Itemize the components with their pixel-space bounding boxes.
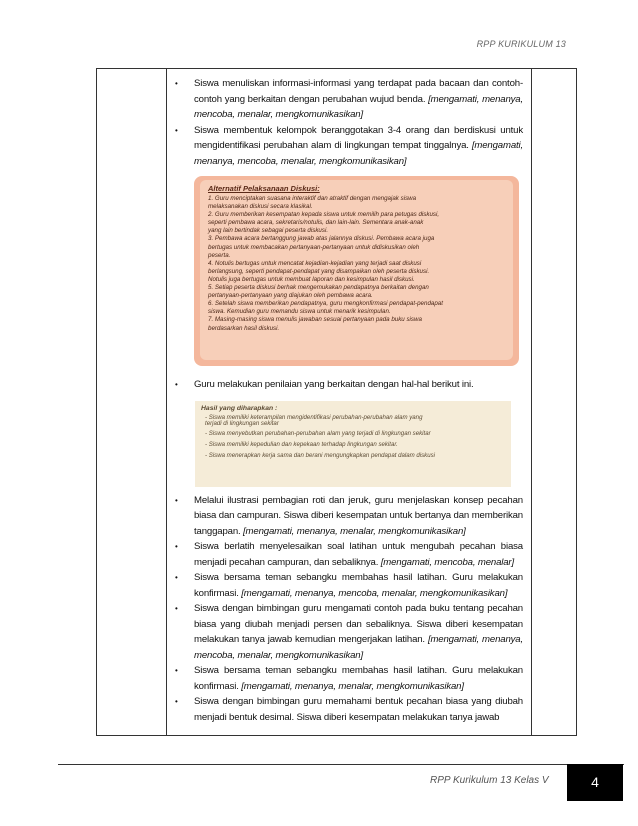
- discussion-image: [194, 176, 519, 366]
- discussion-line: 6. Setelah siswa memberikan pendapatnya, guru mengkonfirmasi pendapat-pendapat: [208, 300, 443, 308]
- item-keywords: [mengamati, menanya, mencoba, menalar, mengkomunikasikan]: [194, 93, 523, 120]
- item-text: Siswa bersama teman sebangku membahas hasil latihan. Guru melakukan konfirmasi.: [194, 572, 523, 599]
- discussion-line: 5. Setiap peserta diskusi berhak mengemukakan pendapatnya berkaitan dengan: [208, 284, 429, 292]
- bullet-icon: •: [175, 495, 178, 505]
- column-divider-right: [531, 69, 532, 735]
- bullet-icon: •: [175, 125, 178, 135]
- list-item: [173, 694, 523, 725]
- discussion-line: seperti pembawa acara, sekretaris/notulis, dan lain-lain. Sementara anak-anak: [208, 219, 424, 227]
- page-header: RPP KURIKULUM 13: [476, 39, 566, 49]
- item-text: Guru melakukan penilaian yang berkaitan dengan hal-hal berikut ini.: [194, 379, 474, 390]
- result-line: - Siswa memiliki keterampilan mengidentifikasi perubahan-perubahan alam yang: [205, 413, 423, 421]
- bullet-icon: •: [175, 604, 178, 613]
- item-keywords: [mengamati, mencoba, menalar]: [380, 556, 514, 568]
- bullet-icon: •: [175, 380, 178, 389]
- discussion-line: bertugas untuk membacakan pertanyaan-pertanyaan untuk didiskusikan oleh: [208, 243, 420, 251]
- result-line: - Siswa menyebutkan perubahan-perubahan alam yang terjadi di lingkungan sekitar: [205, 429, 431, 437]
- discussion-line: Notulis juga bertugas untuk membuat laporan dan kesimpulan hasil diskusi.: [208, 275, 415, 283]
- discussion-line: 4. Notulis bertugas untuk mencatat kejadian-kejadian yang terjadi saat diskusi: [208, 259, 422, 267]
- discussion-line: 7. Masing-masing siswa menulis jawaban sesuai pertanyaan pada buku siswa: [208, 316, 422, 324]
- discussion-panel: [200, 180, 513, 360]
- item-text: Melalui ilustrasi pembagian roti dan jeruk, guru menjelaskan konsep pecahan biasa dan campuran. Siswa diberi kesempatan untuk bertanya dan memberikan tanggapan.: [194, 494, 523, 537]
- item-keywords: [mengamati, menanya, mencoba, menalar, mengkomunikasikan]: [241, 587, 508, 599]
- list-item: [173, 539, 523, 570]
- discussion-line: peserta.: [208, 251, 231, 259]
- discussion-line: melaksanakan diskusi secara klasikal.: [208, 203, 313, 211]
- bullet-icon: •: [175, 573, 178, 582]
- result-title: Hasil yang diharapkan :: [201, 404, 278, 412]
- list-item: [173, 601, 523, 663]
- item-text: Siswa membentuk kelompok beranggotakan 3-4 orang dan berdiskusi untuk mengidentifikasi perubahan alam di lingkungan tempat tinggalnya.: [194, 124, 523, 151]
- item-text: Siswa menuliskan informasi-informasi yang terdapat pada bacaan dan contoh-contoh yang berkaitan dengan perubahan wujud benda.: [194, 78, 523, 105]
- footer-divider: [58, 764, 624, 765]
- discussion-line: pertanyaan-pertanyaan yang diajukan oleh pembawa acara.: [208, 292, 373, 300]
- result-line: - Siswa menerapkan kerja sama dan berani mengungkapkan pendapat dalam diskusi: [205, 452, 436, 460]
- bullet-icon: •: [175, 666, 178, 675]
- list-item: [173, 663, 523, 694]
- bullet-icon: •: [175, 697, 178, 706]
- item-keywords: [mengamati, menanya, mencoba, menalar, mengkomunikasikan]: [194, 634, 523, 661]
- item-keywords: [mengamati, menanya, mencoba, menalar, mengkomunikasikan]: [194, 140, 524, 167]
- list-item: [173, 123, 523, 170]
- activity-list: [173, 76, 523, 725]
- discussion-line: 2. Guru memberikan kesempatan kepada siswa untuk memilih para petugas diskusi,: [208, 211, 440, 219]
- list-item: [173, 377, 523, 393]
- result-image: [195, 401, 511, 487]
- bullet-icon: •: [175, 542, 178, 551]
- lesson-table: [96, 68, 577, 736]
- list-item: [173, 570, 523, 601]
- page-number: 4: [567, 764, 623, 801]
- discussion-line: berdasarkan hasil diskusi.: [208, 324, 280, 332]
- discussion-line: 1. Guru menciptakan suasana interaktif dan atraktif dengan mengajak siswa: [208, 195, 417, 202]
- discussion-line: siswa. Kemudian guru memandu siswa untuk menarik kesimpulan.: [208, 308, 391, 316]
- result-line: terjadi di lingkungan sekitar: [205, 419, 279, 427]
- footer-title: RPP Kurikulum 13 Kelas V: [430, 775, 549, 786]
- bullet-icon: •: [175, 79, 178, 88]
- item-text: Siswa bersama teman sebangku membahas hasil latihan. Guru melakukan konfirmasi.: [194, 665, 523, 692]
- item-keywords: [mengamati, menanya, menalar, mengkomunikasikan]: [243, 525, 466, 537]
- item-text: Siswa berlatih menyelesaikan soal latihan untuk mengubah pecahan biasa menjadi pecahan campuran, dan sebaliknya.: [194, 541, 523, 568]
- list-item: [173, 76, 523, 123]
- item-keywords: [mengamati, menanya, menalar, mengkomunikasikan]: [241, 680, 464, 692]
- discussion-line: yang lain bertindak sebagai peserta diskusi.: [208, 227, 329, 235]
- list-item: [173, 493, 523, 540]
- column-divider-left: [166, 69, 167, 735]
- discussion-line: 3. Pembawa acara bertanggung jawab atas jalannya diskusi. Pembawa acara juga: [208, 235, 435, 243]
- discussion-line: berlangsung, seperti pendapat-pendapat yang disampaikan oleh peserta diskusi.: [208, 267, 430, 275]
- item-text: Siswa dengan bimbingan guru mengamati contoh pada buku tentang pecahan biasa yang diubah menjadi persen dan sebaliknya. Siswa diberi kesempatan melakukan tanya jawab kemudian mengerjakan latihan.: [194, 603, 523, 645]
- discussion-title: Alternatif Pelaksanaan Diskusi:: [208, 184, 320, 193]
- result-line: - Siswa memiliki kepedulian dan kepekaan terhadap lingkungan sekitar.: [205, 440, 398, 448]
- item-text: Siswa dengan bimbingan guru memahami bentuk pecahan biasa yang diubah menjadi bentuk desimal. Siswa diberi kesempatan melakukan tanya jawab: [194, 696, 523, 723]
